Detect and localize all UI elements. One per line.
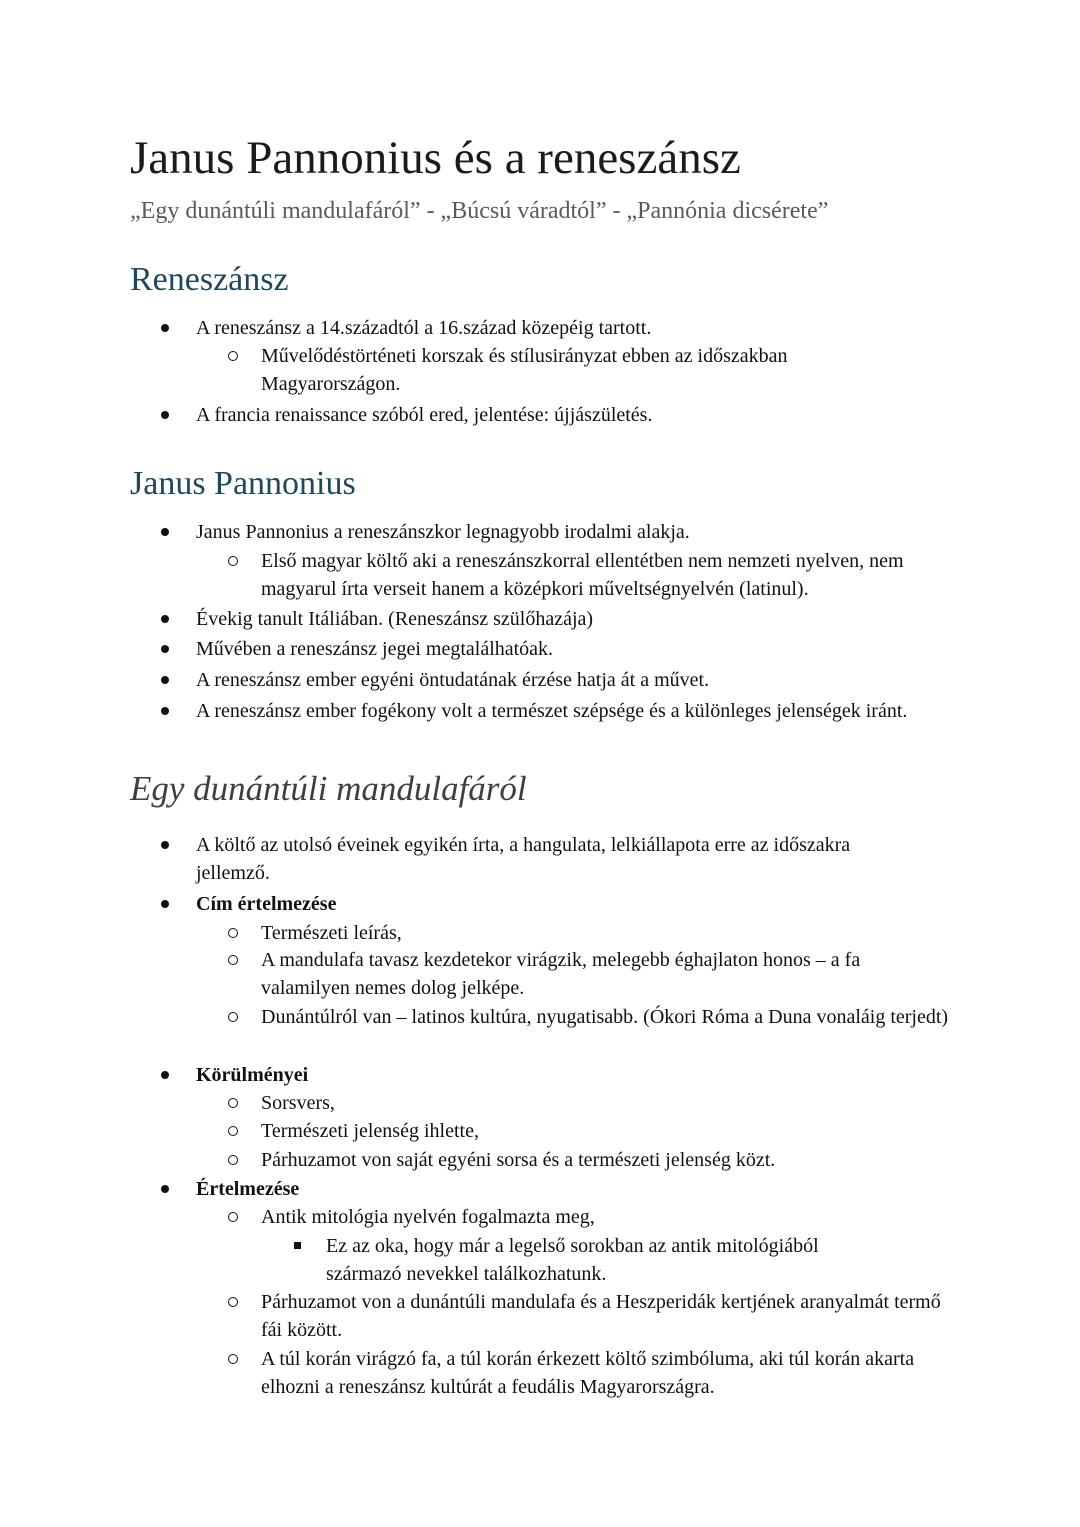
bullet-icon (160, 518, 170, 546)
list-item: Értelmezése (196, 1175, 956, 1203)
circle-bullet-icon (228, 946, 240, 974)
list-item: A reneszánsz a 14.századtól a 16.század közepéig tartott. (196, 314, 956, 342)
bullet-icon (160, 697, 170, 725)
list-item: Művében a reneszánsz jegei megtalálhatóak. (196, 635, 956, 663)
section-heading-janus-pannonius: Janus Pannonius (130, 465, 356, 502)
document-subtitle: „Egy dunántúli mandulafáról” - „Búcsú váradtól” - „Pannónia dicsérete” (130, 198, 829, 224)
circle-bullet-icon (228, 547, 240, 575)
list-item: A reneszánsz ember fogékony volt a természet szépsége és a különleges jelenségek iránt. (196, 697, 936, 725)
list-item: Évekig tanult Itáliában. (Reneszánsz szülőhazája) (196, 605, 956, 633)
list-item: Antik mitológia nyelvén fogalmazta meg, (261, 1203, 961, 1231)
section-heading-mandulafa: Egy dunántúli mandulafáról (130, 769, 527, 808)
circle-bullet-icon (228, 1117, 240, 1145)
circle-bullet-icon (228, 1203, 240, 1231)
circle-bullet-icon (228, 342, 240, 370)
bullet-icon (160, 401, 170, 429)
bullet-icon (160, 605, 170, 633)
list-item: Párhuzamot von a dunántúli mandulafa és a Heszperidák kertjének aranyalmát termő fái között. (261, 1288, 961, 1344)
section-heading-reneszansz: Reneszánsz (130, 261, 289, 298)
list-item: A túl korán virágzó fa, a túl korán érkezett költő szimbóluma, aki túl korán akarta elhozni a reneszánsz kultúrát a feudális Magyarországra. (261, 1345, 931, 1401)
list-item: Dunántúlról van – latinos kultúra, nyugatisabb. (Ókori Róma a Duna vonaláig terjedt) (261, 1003, 951, 1031)
circle-bullet-icon (228, 1288, 240, 1316)
list-item: Természeti jelenség ihlette, (261, 1117, 961, 1145)
list-item: A mandulafa tavasz kezdetekor virágzik, melegebb éghajlaton honos – a fa valamilyen nemes dolog jelképe. (261, 946, 931, 1002)
list-item: Sorsvers, (261, 1089, 961, 1117)
bullet-icon (160, 666, 170, 694)
list-item: Természeti leírás, (261, 919, 961, 947)
circle-bullet-icon (228, 1089, 240, 1117)
circle-bullet-icon (228, 1345, 240, 1373)
bullet-icon (160, 831, 170, 859)
square-bullet-icon (293, 1232, 303, 1260)
list-item: Cím értelmezése (196, 890, 956, 918)
list-item: A reneszánsz ember egyéni öntudatának érzése hatja át a művet. (196, 666, 956, 694)
document-title: Janus Pannonius és a reneszánsz (130, 132, 741, 184)
list-item: A költő az utolsó éveinek egyikén írta, a hangulata, lelkiállapota erre az időszakra jellemző. (196, 831, 926, 887)
bullet-icon (160, 890, 170, 918)
list-item: Első magyar költő aki a reneszánszkorral ellentétben nem nemzeti nyelven, nem magyarul írta verseit hanem a középkori műveltségnyelvén (latinul). (261, 547, 929, 603)
list-item: Ez az oka, hogy már a legelső sorokban az antik mitológiából származó nevekkel találkozhatunk. (326, 1232, 886, 1288)
bullet-icon (160, 1061, 170, 1089)
list-item: Körülményei (196, 1061, 956, 1089)
circle-bullet-icon (228, 1003, 240, 1031)
circle-bullet-icon (228, 1146, 240, 1174)
list-item: Művelődéstörténeti korszak és stílusirányzat ebben az időszakban Magyarországon. (261, 342, 851, 398)
list-item: A francia renaissance szóból ered, jelentése: újjászületés. (196, 401, 956, 429)
list-item: Janus Pannonius a reneszánszkor legnagyobb irodalmi alakja. (196, 518, 956, 546)
bullet-icon (160, 1175, 170, 1203)
list-item: Párhuzamot von saját egyéni sorsa és a természeti jelenség közt. (261, 1146, 961, 1174)
bullet-icon (160, 314, 170, 342)
bullet-icon (160, 635, 170, 663)
circle-bullet-icon (228, 919, 240, 947)
